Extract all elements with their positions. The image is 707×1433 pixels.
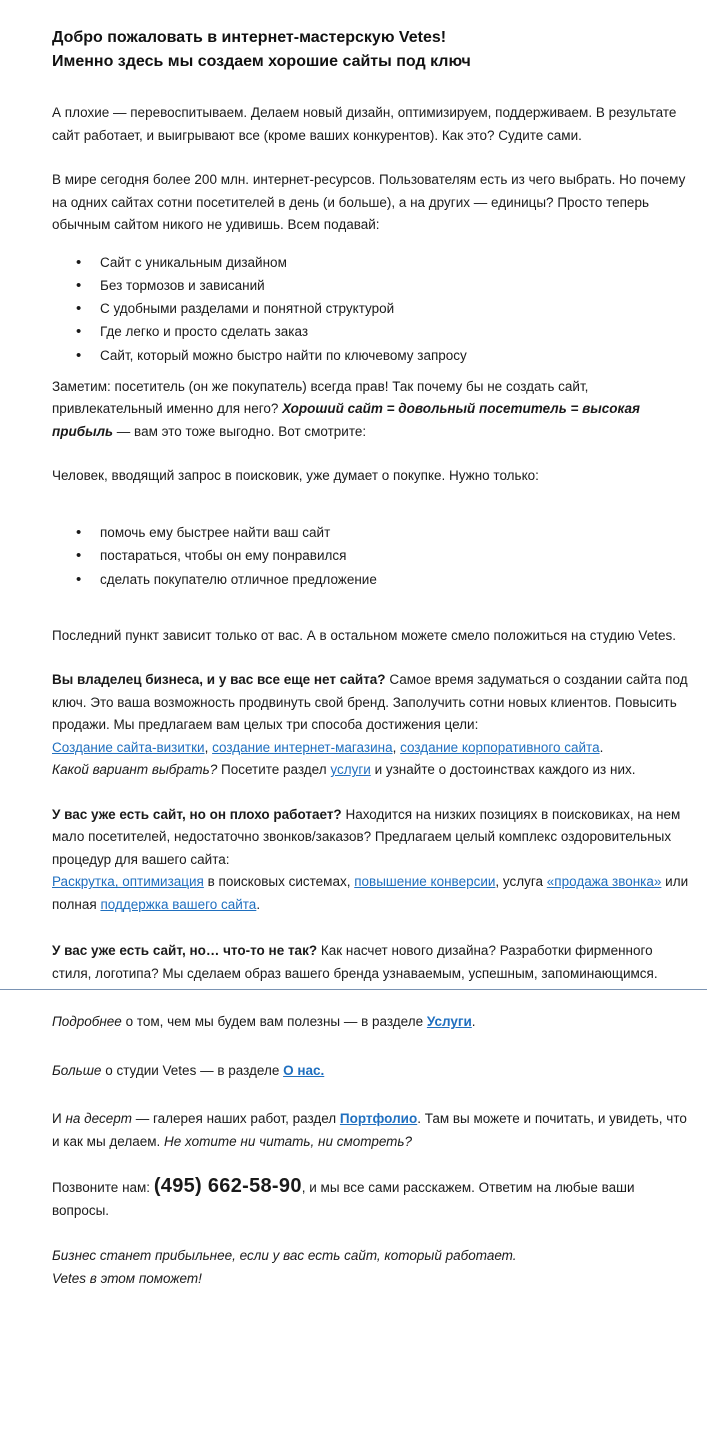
services-section-link[interactable]: Услуги xyxy=(426,1014,472,1030)
separator: , xyxy=(392,739,401,755)
separator: , xyxy=(204,739,213,755)
bad-site-text: в поисковых системах, xyxy=(203,874,355,890)
portfolio-link[interactable]: Портфолио xyxy=(339,1111,418,1127)
business-text: Самое время задуматься о создании сайта под ключ. Это ваша возможность продвинуть свой бренд. Заполучить сотни новых клиентов. Повысить продажи. Мы предлагаем вам целых три способа достижения цели: xyxy=(52,672,688,733)
call-text: Позвоните нам: xyxy=(52,1180,154,1196)
dessert-paragraph xyxy=(52,1108,692,1153)
separator: . xyxy=(471,1014,476,1030)
business-paragraph xyxy=(52,669,692,782)
list-item: • сделать покупателю отличное предложение xyxy=(100,568,692,591)
call-sale-link[interactable]: «продажа звонка» xyxy=(546,874,662,890)
list-item: • Без тормозов и зависаний xyxy=(100,274,692,297)
dessert-question: Не хотите ни читать, ни смотреть? xyxy=(164,1133,413,1149)
separator: . xyxy=(599,739,604,755)
site-support-link[interactable]: поддержка вашего сайта xyxy=(100,896,257,912)
list-item: • С удобными разделами и понятной структурой xyxy=(100,297,692,320)
list-item: • постараться, чтобы он ему понравился xyxy=(100,544,692,567)
dessert-text: — галерея наших работ, раздел xyxy=(132,1111,340,1127)
dessert-text-end: . Там вы можете и почитать, и увидеть, что и как мы делаем. xyxy=(52,1111,687,1149)
about-italic: Больше xyxy=(52,1062,102,1078)
title-line-1: Добро пожаловать в интернет-мастерскую Vetes! xyxy=(52,29,447,46)
about-paragraph xyxy=(52,1060,692,1083)
call-paragraph xyxy=(52,1175,692,1222)
last-point-paragraph: Последний пункт зависит только от вас. А в остальном можете смело положиться на студию Vetes. xyxy=(52,627,676,643)
visitor-paragraph xyxy=(52,376,692,444)
page-title xyxy=(52,26,692,74)
services-link[interactable]: услуги xyxy=(330,762,371,778)
intro-paragraph-1: А плохие — перевоспитываем. Делаем новый дизайн, оптимизируем, поддерживаем. В результате сайт работает, и выигрывают все (кроме ваших конкурентов). Как это? Судите сами. xyxy=(52,105,677,143)
more-text: о том, чем мы будем вам полезны — в разделе xyxy=(121,1014,427,1030)
bad-site-text: Находится на низких позициях в поисковиках, на нем мало посетителей, недостаточно звонков/заказов? Предлагаем целый комплекс оздоровительных процедур для вашего сайта: xyxy=(52,806,681,867)
redesign-question: У вас уже есть сайт, но… что-то не так? xyxy=(52,943,318,959)
profit-formula: Хороший сайт = довольный посетитель = высокая прибыль xyxy=(52,401,640,439)
promotion-link[interactable]: Раскрутка, оптимизация xyxy=(52,874,204,890)
about-link[interactable]: О нас. xyxy=(283,1062,325,1078)
more-paragraph xyxy=(52,1011,692,1034)
visit-text: Посетите раздел xyxy=(217,762,331,778)
closing-line-1: Бизнес станет прибыльнее, если у вас есть сайт, который работает. xyxy=(52,1248,517,1264)
online-store-link[interactable]: создание интернет-магазина xyxy=(212,739,393,755)
list-item: • помочь ему быстрее найти ваш сайт xyxy=(100,521,692,544)
intro-paragraph-2: В мире сегодня более 200 млн. интернет-ресурсов. Пользователям есть из чего выбрать. Но почему на одних сайтах сотни посетителей в день (и больше), а на других — единицы? Просто теперь обычным сайтом никого не удивишь. Всем подавай: xyxy=(52,172,686,232)
business-card-site-link[interactable]: Создание сайта-визитки xyxy=(52,739,205,755)
closing-line-2: Vetes в этом поможет! xyxy=(52,1270,202,1286)
choice-question: Какой вариант выбрать? xyxy=(52,762,218,778)
conversion-link[interactable]: повышение конверсии xyxy=(354,874,496,890)
title-line-2: Именно здесь мы создаем хорошие сайты под ключ xyxy=(52,53,471,70)
visitor-text: Заметим: посетитель (он же покупатель) всегда прав! Так почему бы не создать сайт, привлекательный именно для него? xyxy=(52,378,589,417)
dessert-italic: на десерт xyxy=(65,1111,132,1127)
closing-paragraph xyxy=(52,1245,692,1290)
bad-site-text: , услуга xyxy=(495,874,547,890)
call-text-end: , и мы все сами расскажем. Ответим на любые ваши вопросы. xyxy=(52,1180,635,1218)
more-italic: Подробнее xyxy=(52,1014,122,1030)
business-question: Вы владелец бизнеса, и у вас все еще нет сайта? xyxy=(52,672,386,688)
corporate-site-link[interactable]: создание корпоративного сайта xyxy=(400,739,600,755)
visit-text-end: и узнайте о достоинствах каждого из них. xyxy=(370,762,636,778)
dessert-text: И xyxy=(52,1111,66,1127)
visitor-text-end: — вам это тоже выгодно. Вот смотрите: xyxy=(113,423,367,439)
bad-site-question: У вас уже есть сайт, но он плохо работает? xyxy=(52,806,342,822)
list-item: • Сайт с уникальным дизайном xyxy=(100,251,692,274)
bad-site-text: или полная xyxy=(52,874,689,912)
bad-site-paragraph xyxy=(52,804,692,917)
list-item: • Где легко и просто сделать заказ xyxy=(100,320,692,343)
redesign-paragraph xyxy=(52,940,692,985)
redesign-text: Как насчет нового дизайна? Разработки фирменного стиля, логотипа? Мы сделаем образ вашего бренда узнаваемым, успешным, запоминающимся. xyxy=(52,943,658,981)
steps-list xyxy=(52,521,692,591)
article xyxy=(52,26,692,1290)
separator: . xyxy=(256,896,261,912)
features-list xyxy=(52,251,692,367)
search-paragraph: Человек, вводящий запрос в поисковик, уже думает о покупке. Нужно только: xyxy=(52,468,539,484)
about-text: о студии Vetes — в разделе xyxy=(101,1062,284,1078)
phone-number: (495) 662-58-90 xyxy=(153,1175,302,1198)
list-item: • Сайт, который можно быстро найти по ключевому запросу xyxy=(100,344,692,367)
